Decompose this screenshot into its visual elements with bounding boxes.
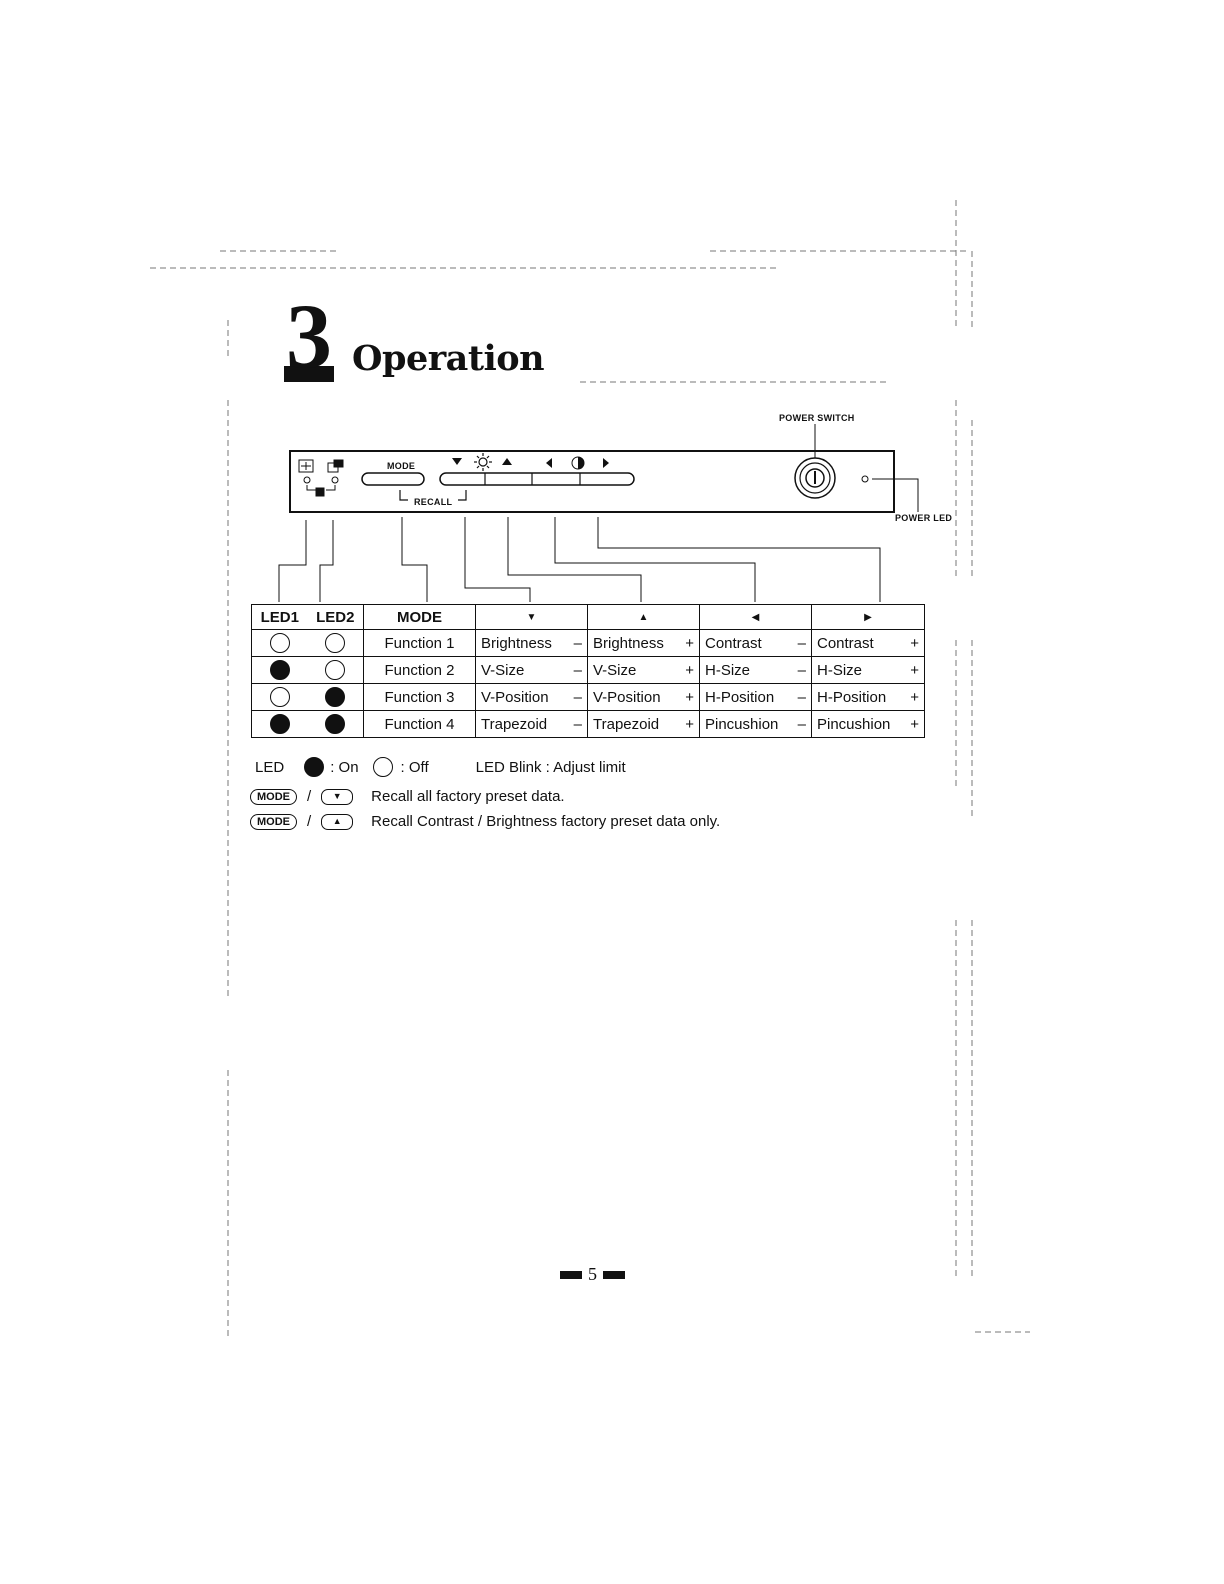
led-mode-icon [299, 460, 343, 496]
header-down-arrow: ▼ [476, 605, 588, 630]
up-arrow-keycap-icon: ▲ [321, 814, 353, 830]
right-sign: + [910, 661, 919, 679]
led-off-legend-icon [373, 757, 393, 777]
down-function: V-Size [481, 661, 525, 679]
recall-all-legend [250, 788, 565, 805]
right-arrow-icon [603, 458, 609, 468]
page-number-left-bar [560, 1271, 582, 1279]
function-table [251, 604, 925, 738]
mode-cell: Function 4 [364, 711, 476, 738]
recall-cb-text: Recall Contrast / Brightness factory preset data only. [371, 813, 721, 830]
chapter-title: Operation [352, 338, 545, 379]
left-function: Contrast [705, 634, 762, 652]
left-function: H-Position [705, 688, 775, 706]
table-row [252, 711, 925, 738]
power-switch-icon [795, 424, 835, 498]
up-function: V-Position [593, 688, 661, 706]
chapter-number: 3 [286, 285, 332, 387]
power-led-label: POWER LED [895, 513, 953, 523]
contrast-icon [578, 457, 584, 469]
table-row [252, 657, 925, 684]
on-legend-text: : On [330, 758, 359, 776]
brightness-icon [474, 453, 492, 471]
header-mode: MODE [364, 605, 476, 630]
up-sign: + [685, 661, 694, 679]
led2-on-indicator [325, 687, 345, 707]
up-function: V-Size [593, 661, 637, 679]
right-sign: + [910, 634, 919, 652]
down-sign: – [573, 715, 582, 733]
mode-keycap: MODE [250, 789, 297, 805]
right-function: H-Size [817, 661, 863, 679]
header-led1: LED1 [260, 608, 299, 626]
header-up-arrow: ▲ [588, 605, 700, 630]
page-number-text: 5 [588, 1264, 597, 1284]
led2-on-indicator [325, 714, 345, 734]
down-function: Brightness [481, 634, 552, 652]
led-legend-label: LED [255, 758, 285, 776]
left-sign: – [797, 715, 806, 733]
up-sign: + [685, 634, 694, 652]
up-sign: + [685, 688, 694, 706]
down-function: V-Position [481, 688, 549, 706]
led-on-legend-icon [304, 757, 324, 777]
left-sign: – [797, 634, 806, 652]
power-led-icon [862, 476, 868, 482]
led1-off-indicator [270, 633, 290, 653]
left-function: H-Size [705, 661, 751, 679]
table-row [252, 630, 925, 657]
adjust-button-strip [440, 473, 634, 485]
led1-off-indicator [270, 687, 290, 707]
down-sign: – [573, 688, 582, 706]
right-function: Contrast [817, 634, 874, 652]
recall-all-text: Recall all factory preset data. [371, 788, 565, 805]
down-function: Trapezoid [481, 715, 548, 733]
page-number [560, 1264, 625, 1285]
header-left-arrow: ◀ [700, 605, 812, 630]
mode-cell: Function 3 [364, 684, 476, 711]
led1-on-indicator [270, 714, 290, 734]
left-function: Pincushion [705, 715, 779, 733]
led1-on-indicator [270, 660, 290, 680]
page-number-right-bar [603, 1271, 625, 1279]
right-sign: + [910, 715, 919, 733]
up-arrow-icon [502, 458, 512, 465]
left-sign: – [797, 661, 806, 679]
up-function: Trapezoid [593, 715, 660, 733]
led2-off-indicator [325, 660, 345, 680]
slash-text: / [307, 813, 312, 830]
table-row [252, 684, 925, 711]
panel-outline [290, 451, 894, 512]
mode-button [362, 473, 424, 485]
led-legend [255, 757, 626, 777]
right-function: Pincushion [817, 715, 891, 733]
blink-legend-text: LED Blink : Adjust limit [475, 758, 626, 776]
monitor-control-panel [0, 0, 1224, 620]
down-arrow-keycap-icon: ▼ [321, 789, 353, 805]
right-function: H-Position [817, 688, 887, 706]
down-sign: – [573, 634, 582, 652]
off-legend-text: : Off [400, 758, 429, 776]
up-function: Brightness [593, 634, 664, 652]
up-sign: + [685, 715, 694, 733]
down-arrow-icon [452, 458, 462, 465]
down-sign: – [573, 661, 582, 679]
header-led2: LED2 [316, 608, 355, 626]
header-led-cell [252, 605, 364, 630]
mode-label: MODE [387, 461, 416, 471]
mode-cell: Function 1 [364, 630, 476, 657]
header-right-arrow: ▶ [812, 605, 925, 630]
power-switch-label: POWER SWITCH [779, 413, 855, 423]
right-sign: + [910, 688, 919, 706]
left-arrow-icon [546, 458, 552, 468]
recall-cb-legend [250, 813, 720, 830]
led2-off-indicator [325, 633, 345, 653]
mode-keycap: MODE [250, 814, 297, 830]
slash-text: / [307, 788, 312, 805]
left-sign: – [797, 688, 806, 706]
recall-label: RECALL [414, 497, 453, 507]
mode-cell: Function 2 [364, 657, 476, 684]
table-header-row [252, 605, 925, 630]
